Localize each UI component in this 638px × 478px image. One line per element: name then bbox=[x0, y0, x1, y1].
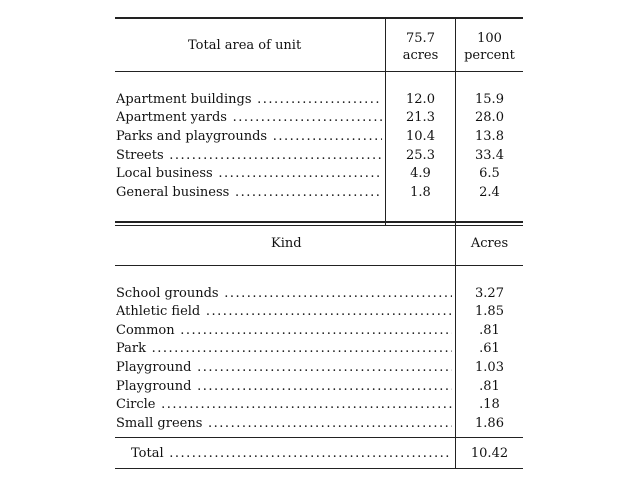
table2-row-acres: 3.27 bbox=[475, 286, 504, 301]
table1-header-acres-unit: acres bbox=[402, 48, 439, 63]
table1-row-percent: 28.0 bbox=[475, 110, 504, 125]
table2-total-label: Total ..... bbox=[131, 447, 452, 461]
table2-header-acres: Acres bbox=[470, 236, 509, 251]
table2-top-rule bbox=[115, 221, 523, 223]
table1-row-label: Apartment yards ..... bbox=[116, 111, 382, 125]
table1-row-acres: 10.4 bbox=[406, 129, 435, 144]
table1-row-acres: 12.0 bbox=[406, 92, 435, 107]
table2-bottom-rule bbox=[115, 468, 523, 469]
table1-row-acres: 21.3 bbox=[406, 110, 435, 125]
table1-row-label: Apartment buildings ..... bbox=[116, 93, 382, 107]
table1-row-acres: 1.8 bbox=[410, 185, 431, 200]
table1-header-rule bbox=[115, 71, 523, 72]
table1-row-label: General business ..... bbox=[116, 186, 382, 200]
table2-row-label: School grounds ..... bbox=[116, 287, 452, 301]
table1-row-percent: 2.4 bbox=[479, 185, 500, 200]
table2-row-acres: .18 bbox=[479, 397, 500, 412]
table1-row-acres: 4.9 bbox=[410, 166, 431, 181]
table1-row-acres: 25.3 bbox=[406, 148, 435, 163]
table2-total-acres: 10.42 bbox=[470, 446, 509, 461]
table1-row-label: Parks and playgrounds ..... bbox=[116, 130, 382, 144]
table1-header-percent-value: 100 bbox=[477, 31, 502, 46]
table1-header-percent-unit: percent bbox=[464, 48, 515, 63]
table2-row-acres: .81 bbox=[479, 323, 500, 338]
table2-row-acres: 1.85 bbox=[475, 304, 504, 319]
table1-row-percent: 13.8 bbox=[475, 129, 504, 144]
table1-top-rule bbox=[115, 17, 523, 19]
table1-row-percent: 15.9 bbox=[475, 92, 504, 107]
table2-row-acres: 1.86 bbox=[475, 416, 504, 431]
table1-row-label: Local business ..... bbox=[116, 167, 382, 181]
table2-row-label: Circle ..... bbox=[116, 398, 452, 412]
table2-row-acres: 1.03 bbox=[475, 360, 504, 375]
table1-row-label: Streets ..... bbox=[116, 149, 382, 163]
table2-row-label: Playground ..... bbox=[116, 361, 452, 375]
table1-header-acres-value: 75.7 bbox=[406, 31, 435, 46]
table2-row-acres: .61 bbox=[479, 341, 500, 356]
table1-row-percent: 6.5 bbox=[479, 166, 500, 181]
table2-row-label: Playground ..... bbox=[116, 380, 452, 394]
table2-row-label: Park ..... bbox=[116, 342, 452, 356]
table2-header-rule bbox=[115, 265, 523, 266]
table2-row-acres: .81 bbox=[479, 379, 500, 394]
table1-row-percent: 33.4 bbox=[475, 148, 504, 163]
table1-bottom-rule bbox=[115, 225, 523, 226]
table2-row-label: Small greens ..... bbox=[116, 417, 452, 431]
table2-header-label: Kind bbox=[271, 236, 302, 251]
table1-header-label: Total area of unit bbox=[188, 38, 302, 53]
table2-total-rule bbox=[115, 437, 523, 438]
table2-row-label: Common ..... bbox=[116, 324, 452, 338]
table2-row-label: Athletic field ..... bbox=[116, 305, 452, 319]
